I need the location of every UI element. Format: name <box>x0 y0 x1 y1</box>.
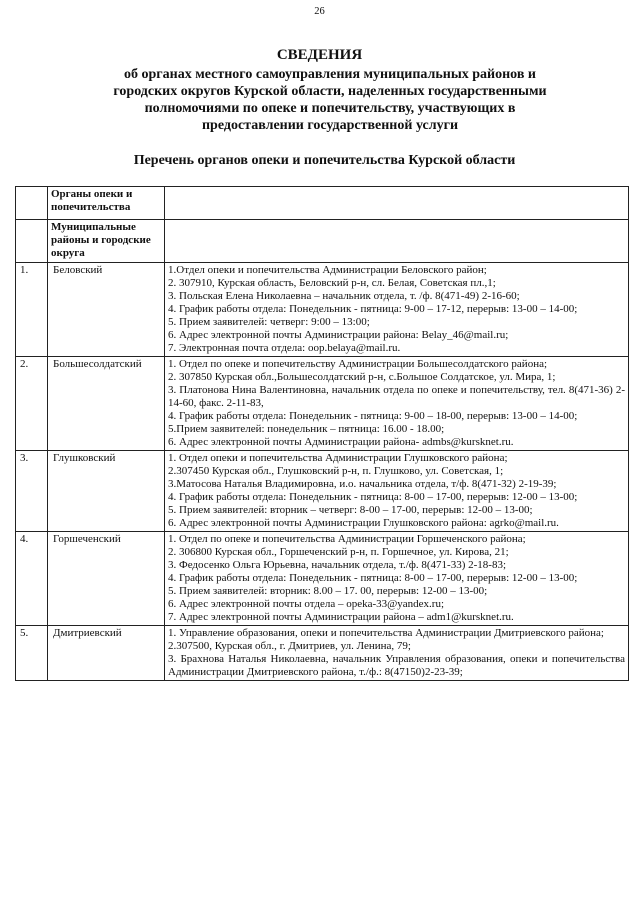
subtitle-line: городских округов Курской области, наделенных государственными <box>113 84 547 99</box>
authority-details <box>165 263 629 357</box>
table-row <box>16 626 629 681</box>
row-number: 5. <box>16 626 48 681</box>
header-empty-cell <box>165 187 629 220</box>
detail-line: 3. Федосенко Ольга Юрьевна, начальник отдела, т./ф. 8(471-33) 2-18-83; <box>168 559 506 571</box>
detail-line: 2. 307910, Курская область, Беловский р-н, сл. Белая, Советская пл.,1; <box>168 277 496 289</box>
detail-line: 2.307450 Курская обл., Глушковский р-н, п. Глушково, ул. Советская, 1; <box>168 465 504 477</box>
district-name: Горшеченский <box>48 532 165 626</box>
detail-line: 2. 307850 Курская обл.,Большесолдатский р-н, с.Большое Солдатское, ул. Мира, 1; <box>168 371 556 383</box>
header-districts-label: Муниципальные районы и городские округа <box>48 220 165 263</box>
authority-details <box>165 357 629 451</box>
page-number: 26 <box>314 6 325 17</box>
detail-line: 4. График работы отдела: Понедельник - пятница: 8-00 – 17-00, перерыв: 12-00 – 13-00; <box>168 491 578 503</box>
detail-line: 4. График работы отдела: Понедельник - пятница: 9-00 – 18-00, перерыв: 13-00 – 14-00; <box>168 410 578 422</box>
detail-line: 6. Адрес электронной почты Администрации района: Belay_46@mail.ru; <box>168 329 509 341</box>
row-number: 3. <box>16 451 48 532</box>
district-name: Глушковский <box>48 451 165 532</box>
detail-line: 6. Адрес электронной почты Администрации Глушковского района: agrko@mail.ru. <box>168 517 559 529</box>
subtitle-line: предоставлении государственной услуги <box>201 118 459 133</box>
detail-line: 7. Электронная почта отдела: oop.belaya@mail.ru. <box>168 342 401 354</box>
detail-line: 7. Адрес электронной почты Администрации района – adm1@kursknet.ru. <box>168 611 514 623</box>
detail-line: 1. Отдел по опеке и попечительству Администрации Большесолдатского района; <box>168 358 548 370</box>
detail-line: 3. Брахнова Наталья Николаевна, начальник Управления образования, опеки и попечительства Администрации Дмитриевского района, т./ф.: 8(47150)2-23-39; <box>168 653 625 678</box>
header-empty-cell <box>16 220 48 263</box>
district-name: Беловский <box>48 263 165 357</box>
detail-line: 5. Прием заявителей: вторник – четверг: 8-00 – 17-00, перерыв: 12-00 – 13-00; <box>168 504 533 516</box>
detail-line: 1.Отдел опеки и попечительства Администрации Беловского район; <box>168 264 487 276</box>
list-title: Перечень органов опеки и попечительства Курской области <box>133 153 516 168</box>
detail-line: 6. Адрес электронной почты отдела – opeka-33@yandex.ru; <box>168 598 445 610</box>
document-title: СВЕДЕНИЯ <box>276 47 363 63</box>
authority-details <box>165 626 629 681</box>
table-row <box>16 451 629 532</box>
header-row-guardianship <box>16 187 629 220</box>
row-number: 1. <box>16 263 48 357</box>
header-empty-cell <box>165 220 629 263</box>
detail-line: 1. Управление образования, опеки и попечительства Администрации Дмитриевского района; <box>168 627 604 639</box>
district-name: Большесолдатский <box>48 357 165 451</box>
header-guardianship-label: Органы опеки и попечительства <box>48 187 165 220</box>
row-number: 2. <box>16 357 48 451</box>
guardianship-table <box>15 186 629 681</box>
detail-line: 2.307500, Курская обл., г. Дмитриев, ул. Ленина, 79; <box>168 640 411 652</box>
district-name: Дмитриевский <box>48 626 165 681</box>
authority-details <box>165 532 629 626</box>
detail-line: 2. 306800 Курская обл., Горшеченский р-н, п. Горшечное, ул. Кирова, 21; <box>168 546 509 558</box>
detail-line: 5.Прием заявителей: понедельник – пятница: 16.00 - 18.00; <box>168 423 445 435</box>
detail-line: 4. График работы отдела: Понедельник - пятница: 8-00 – 17-00, перерыв: 12-00 – 13-00; <box>168 572 578 584</box>
header-empty-cell <box>16 187 48 220</box>
detail-line: 6. Адрес электронной почты Администрации района- admbs@kursknet.ru. <box>168 436 514 448</box>
table-row <box>16 357 629 451</box>
detail-line: 3. Платонова Нина Валентиновна, начальник отдела по опеке и попечительству, тел. 8(471-36) 2-14-60, факс. 2-11-83, <box>168 384 625 409</box>
detail-line: 4. График работы отдела: Понедельник - пятница: 9-00 – 17-12, перерыв: 13-00 – 14-00; <box>168 303 578 315</box>
detail-line: 5. Прием заявителей: четверг: 9:00 – 13:00; <box>168 316 370 328</box>
table-row <box>16 263 629 357</box>
detail-line: 1. Отдел по опеке и попечительства Администрации Горшеченского района; <box>168 533 526 545</box>
table-row <box>16 532 629 626</box>
authority-details <box>165 451 629 532</box>
row-number: 4. <box>16 532 48 626</box>
detail-line: 5. Прием заявителей: вторник: 8.00 – 17. 00, перерыв: 12-00 – 13-00; <box>168 585 488 597</box>
detail-line: 3. Польская Елена Николаевна – начальник отдела, т. /ф. 8(471-49) 2-16-60; <box>168 290 520 302</box>
subtitle-line: полномочиями по опеке и попечительству, участвующих в <box>144 101 516 116</box>
detail-line: 3.Матосова Наталья Владимировна, и.о. начальника отдела, т/ф. 8(471-32) 2-19-39; <box>168 478 557 490</box>
detail-line: 1. Отдел опеки и попечительства Администрации Глушковского района; <box>168 452 508 464</box>
header-row-districts <box>16 220 629 263</box>
document-subtitle <box>60 66 600 134</box>
subtitle-line: об органах местного самоуправления муниципальных районов и <box>124 67 536 82</box>
